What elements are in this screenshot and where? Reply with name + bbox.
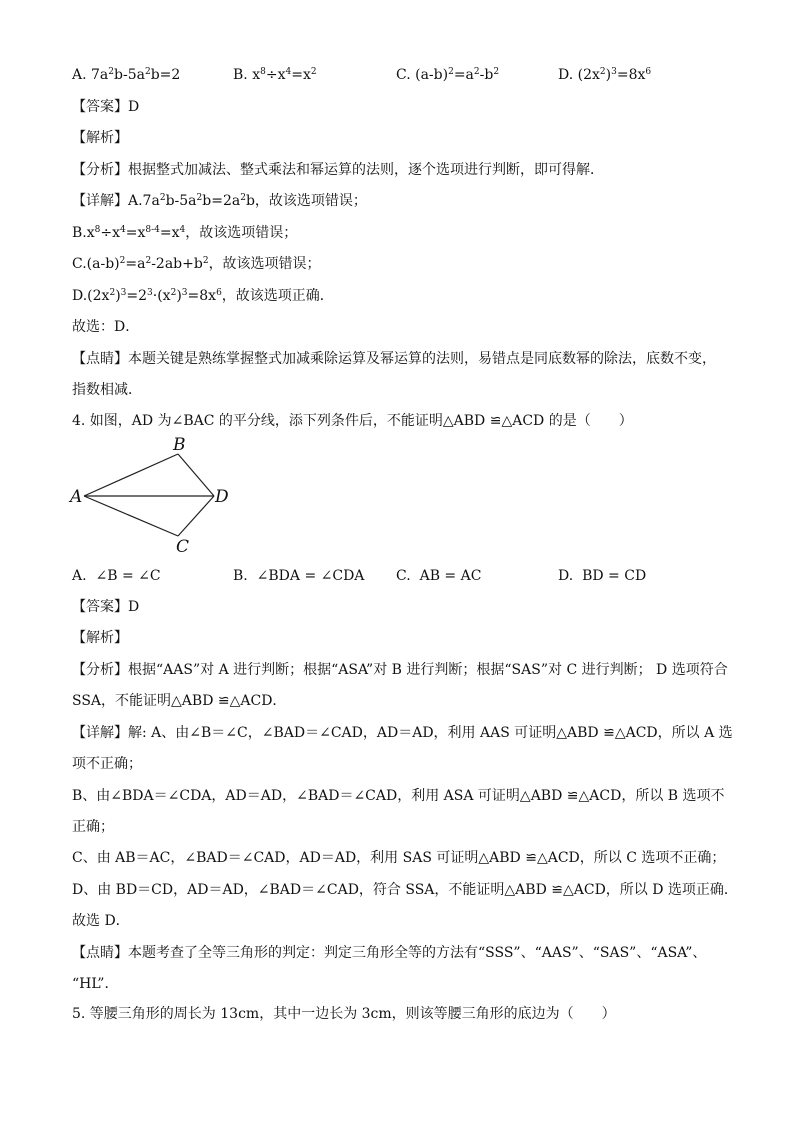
q4-option-a: A. ∠B = ∠C: [72, 568, 161, 584]
q4-detail-line2: 项不正确；: [72, 756, 142, 772]
q3-option-a: A. $7a^2b-5a^2b=2$: [72, 67, 181, 83]
q3-option-d: D. $(2x^2)^3=8x^6$: [558, 67, 652, 83]
q3-remark-line1: 【点睛】本题关键是熟练掌握整式加减乘除运算及幂运算的法则，易错点是同底数幂的除法，底数不变，: [72, 351, 716, 367]
q4-option-c: C. AB = AC: [396, 568, 482, 584]
label-c: C: [176, 537, 190, 557]
q3-conclusion: 故选：D．: [72, 319, 140, 335]
q4-remark-line2: “HL”．: [72, 976, 119, 992]
segment-ab: [84, 454, 178, 496]
q4-analysis-line1: 【分析】根据“AAS”对 A 进行判断；根据“ASA”对 B 进行判断；根据“SAS”对 C 进行判断； D 选项符合: [72, 662, 728, 678]
q4-analysis-line2: SSA，不能证明△ABD ≌△ACD．: [72, 693, 287, 709]
q3-jiexi: 【解析】: [72, 130, 128, 146]
q4-option-d: D. BD = CD: [558, 568, 647, 584]
q5-stem: 5. 等腰三角形的周长为 13cm，其中一边长为 3cm，则该等腰三角形的底边为（ ）: [72, 1006, 616, 1022]
q4-detail-line3: B、由∠BDA＝∠CDA，AD＝AD，∠BAD＝∠CAD，利用 ASA 可证明△ABD ≌△ACD，所以 B 选项不: [72, 788, 725, 804]
q3-remark-line2: 指数相减．: [72, 382, 142, 398]
triangle-figure: [66, 432, 246, 557]
q4-remark-line1: 【点睛】本题考查了全等三角形的判定：判定三角形全等的方法有“SSS”、“AAS”、“SAS”、“ASA”、: [72, 945, 707, 961]
q4-jiexi: 【解析】: [72, 630, 128, 646]
segment-cd: [178, 496, 214, 536]
q4-detail-line4: 正确；: [72, 819, 114, 835]
q4-detail-line5: C、由 AB＝AC，∠BAD＝∠CAD，AD＝AD，利用 SAS 可证明△ABD ≌△ACD，所以 C 选项不正确；: [72, 850, 726, 866]
q3-option-c: C. $(a-b)^2=a^2-b^2$: [396, 67, 500, 83]
q3-detail-d: $D.(2x^2)^3=2^3\cdot(x^2)^3=8x^6$，故该选项正确．: [72, 288, 334, 304]
q4-option-b: B. ∠BDA = ∠CDA: [233, 568, 365, 584]
q4-answer: 【答案】D: [72, 599, 140, 615]
q3-detail-a: 【详解】$A.7a^2b-5a^2b=2a^2b$，故该选项错误；: [72, 193, 367, 209]
q3-detail-c: $C.(a-b)^2=a^2-2ab+b^2$，故该选项错误；: [72, 256, 321, 272]
q4-detail-line6: D、由 BD＝CD，AD＝AD，∠BAD＝∠CAD，符合 SSA，不能证明△ABD ≌△ACD，所以 D 选项正确．: [72, 882, 738, 898]
label-d: D: [215, 487, 229, 507]
q4-conclusion: 故选 D．: [72, 913, 130, 929]
label-b: B: [173, 435, 186, 455]
segment-bd: [178, 454, 214, 496]
q3-answer: 【答案】D: [72, 99, 140, 115]
q3-detail-b: $B.x^8\div x^4=x^{8-4}=x^4$，故该选项错误；: [72, 225, 298, 241]
q4-stem: 4. 如图，AD 为∠BAC 的平分线，添下列条件后，不能证明△ABD ≌△ACD 的是（ ）: [72, 413, 633, 429]
q4-detail-line1: 【详解】解: A、由∠B＝∠C，∠BAD＝∠CAD，AD＝AD，利用 AAS 可证明△ABD ≌△ACD，所以 A 选: [72, 725, 733, 741]
segment-ac: [84, 496, 178, 536]
q3-analysis: 【分析】根据整式加减法、整式乘法和幂运算的法则，逐个选项进行判断，即可得解．: [72, 162, 604, 178]
q3-option-b: B. $x^8\div x^4=x^2$: [233, 67, 317, 83]
label-a: A: [70, 487, 83, 507]
